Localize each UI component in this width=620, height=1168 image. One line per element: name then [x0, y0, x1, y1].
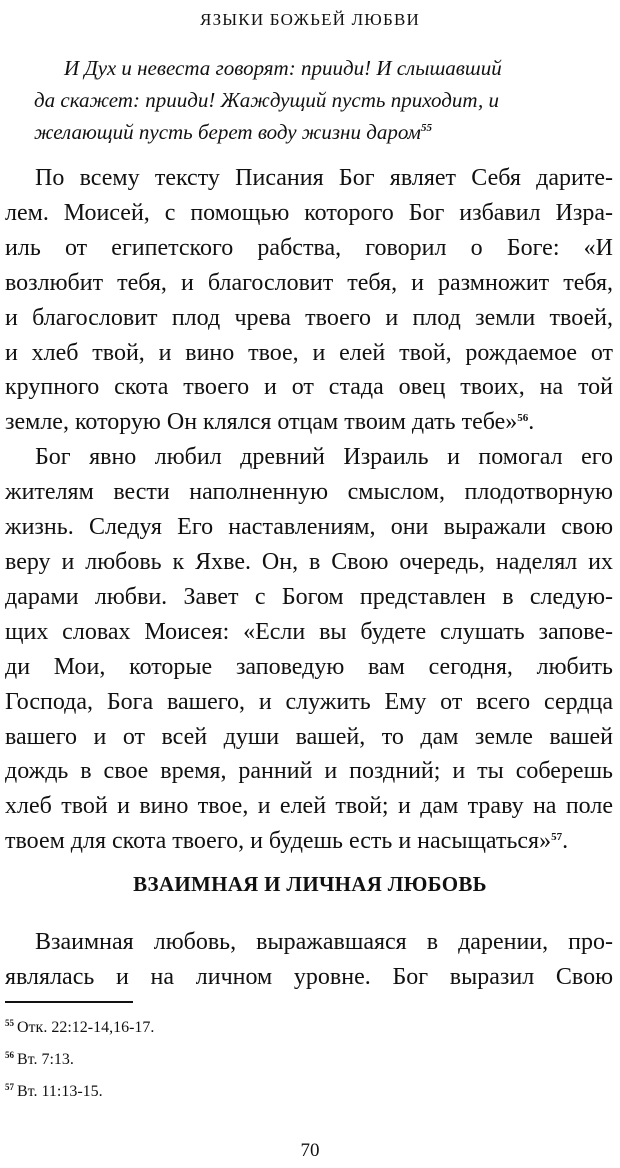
footnote-number: 57 — [5, 1082, 14, 1092]
paragraph-line: Взаимная любовь, выражавшаяся в дарении, про- — [35, 929, 613, 955]
paragraph-line: ди Мои, которые заповедую вам сегодня, любить — [5, 653, 613, 680]
paragraph-line-text: земле, которую Он клялся отцам твоим дать тебе» — [5, 409, 518, 436]
paragraph-line: лем. Моисей, с помощью которого Бог избавил Изра- — [5, 199, 613, 226]
paragraph-line: крупного скота твоего и от стада овец твоих, на той — [5, 374, 613, 401]
footnote-text: Вт. 7:13. — [17, 1051, 74, 1068]
running-header: ЯЗЫКИ БОЖЬЕЙ ЛЮБВИ — [200, 10, 420, 29]
paragraph-line: земле, которую Он клялся отцам твоим дать тебе»$^{56}$. — [5, 409, 535, 436]
paragraph-line: Бог явно любил древний Израиль и помогал его — [35, 444, 613, 471]
footnote-ref-56: 56 — [517, 412, 529, 425]
quote-line: И Дух и невеста говорят: прииди! И слышавший — [64, 56, 502, 80]
footnote-number: 55 — [5, 1018, 14, 1028]
paragraph-line: Господа, Бога вашего, и служить Ему от всего сердца — [5, 688, 613, 715]
section-heading: ВЗАИМНАЯ И ЛИЧНАЯ ЛЮБОВЬ — [133, 872, 487, 896]
footnote-ref-57: 57 — [551, 831, 563, 844]
section-body — [5, 925, 613, 995]
body-text — [5, 161, 613, 859]
paragraph-line: дарами любви. Завет с Богом представлен в следую- — [5, 583, 613, 610]
page-number: 70 — [300, 1140, 320, 1161]
footnotes — [5, 1012, 154, 1108]
footnote-text: Отк. 22:12-14,16-17. — [17, 1019, 155, 1036]
paragraph-line: твоем для скота твоего, и будешь есть и насыщаться»$^{57}$. — [5, 828, 569, 855]
paragraph-line: веру и любовь к Яхве. Он, в Свою очередь, наделял их — [5, 548, 613, 575]
epigraph-quote — [34, 52, 594, 148]
paragraph-line: и благословит плод чрева твоего и плод земли твоей, — [5, 304, 613, 331]
footnote-number: 56 — [5, 1050, 14, 1060]
paragraph-line: По всему тексту Писания Бог являет Себя дарите- — [35, 165, 613, 191]
paragraph-line: жителям вести наполненную смыслом, плодотворную — [5, 479, 613, 506]
footnote-ref-55: 55 — [420, 122, 432, 134]
paragraph-line: и хлеб твой, и вино твое, и елей твой, рождаемое от — [5, 339, 613, 366]
paragraph-line: щих словах Моисея: «Если вы будете слушать запове- — [5, 618, 613, 645]
footnote-item — [5, 1076, 154, 1108]
footnote-text: Вт. 11:13-15. — [17, 1083, 103, 1100]
paragraph-line-text: твоем для скота твоего, и будешь есть и насыщаться» — [5, 828, 552, 855]
quote-line: да скажет: прииди! Жаждущий пусть приходит, и — [34, 88, 500, 112]
quote-line — [34, 116, 594, 148]
paragraph-line: жизнь. Следуя Его наставлениям, они выражали свою — [5, 514, 613, 541]
paragraph-line: иль от египетского рабства, говорил о Боге: «И — [5, 234, 613, 261]
paragraph-line: хлеб твой и вино твое, и елей твой; и дам траву на поле — [5, 793, 613, 820]
paragraph-line: вашего и от всей души вашей, то дам земле вашей — [5, 723, 613, 750]
footnote-divider — [5, 1001, 133, 1003]
quote-line-text: желающий пусть берет воду жизни даром — [34, 120, 421, 144]
footnote-item — [5, 1044, 154, 1076]
paragraph-line: являлась и на личном уровне. Бог выразил Свою — [5, 964, 613, 990]
paragraph-line: возлюбит тебя, и благословит тебя, и размножит тебя, — [5, 269, 613, 296]
footnote-item — [5, 1012, 154, 1044]
paragraph-line: дождь в свое время, ранний и поздний; и ты соберешь — [5, 758, 613, 785]
